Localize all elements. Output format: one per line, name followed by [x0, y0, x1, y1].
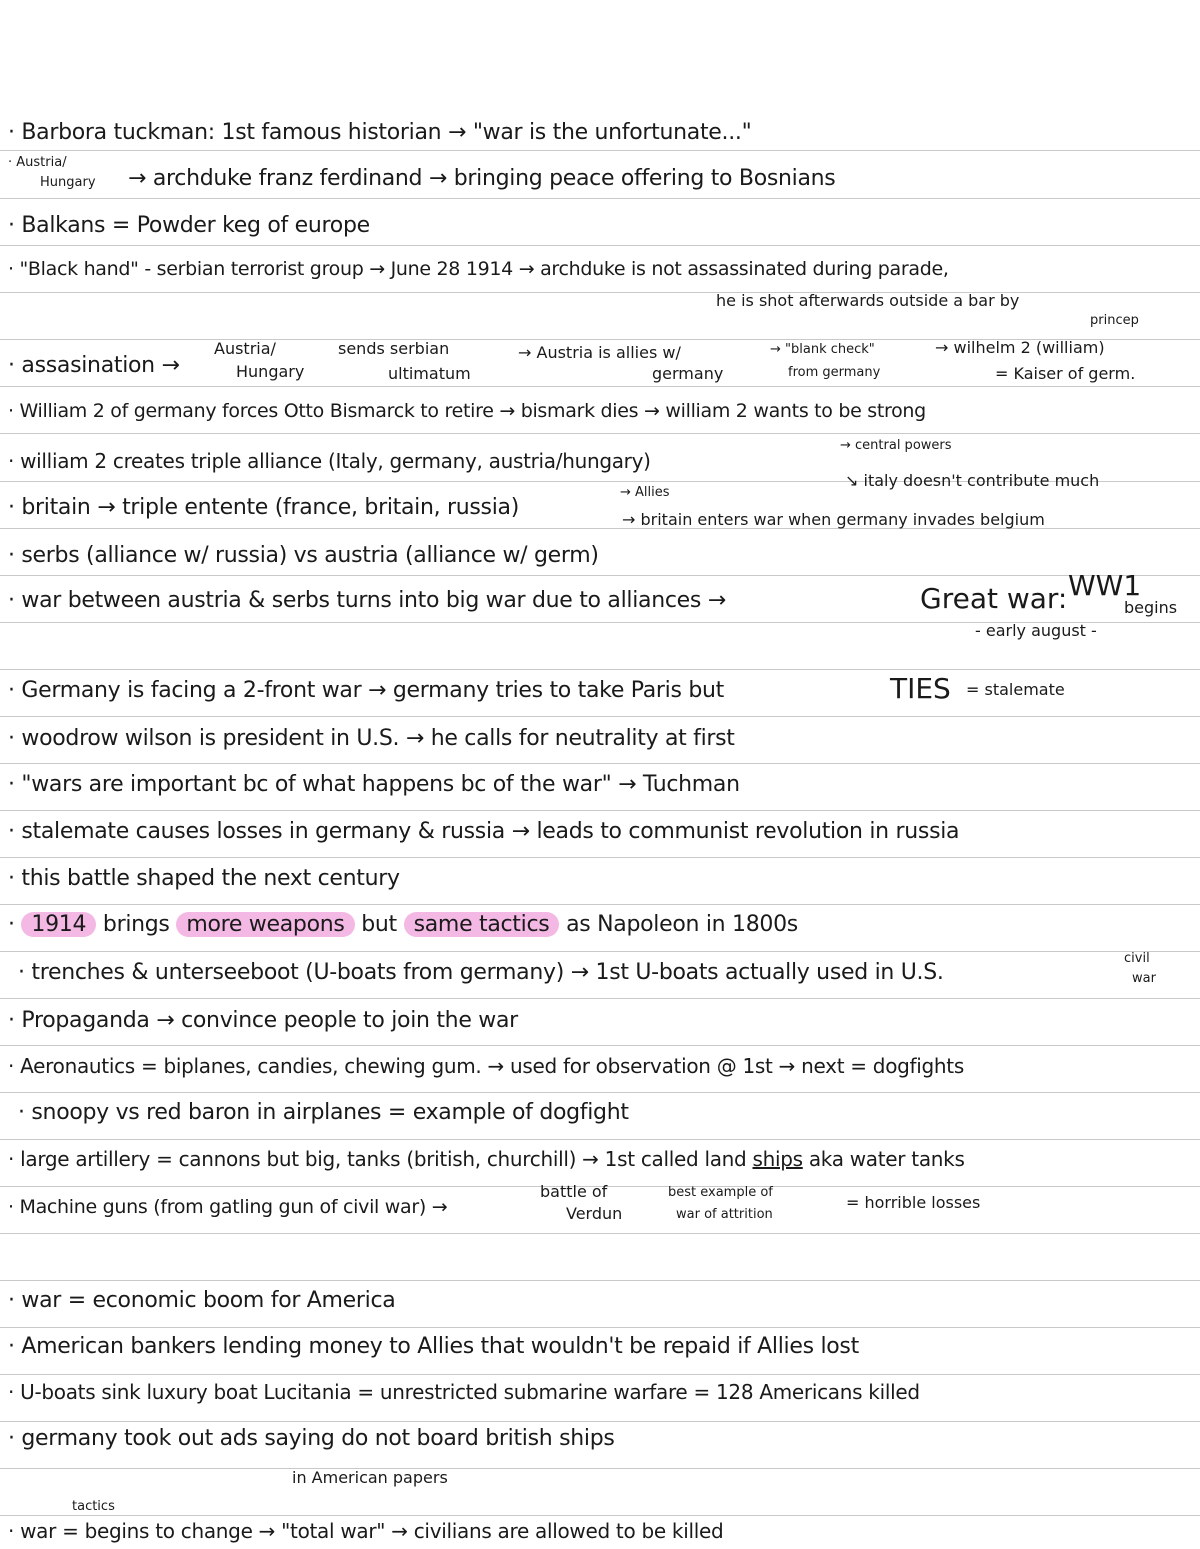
ruled-line: [0, 669, 1200, 670]
highlight: 1914: [21, 912, 96, 937]
ruled-line: [0, 245, 1200, 246]
note-fragment: he is shot afterwards outside a bar by: [716, 291, 1020, 310]
note-fragment: Austria/: [214, 339, 276, 358]
ruled-line: [0, 763, 1200, 764]
ruled-line: [0, 1374, 1200, 1375]
ruled-line: [0, 1327, 1200, 1328]
note-fragment: tactics: [72, 1499, 115, 1514]
highlight: same tactics: [404, 912, 560, 937]
ruled-line: [0, 150, 1200, 151]
note-line: · Machine guns (from gatling gun of civil war) →: [8, 1196, 448, 1218]
ruled-line: [0, 998, 1200, 999]
note-fragment: Hungary: [40, 175, 96, 190]
note-fragment: war: [1132, 971, 1156, 986]
note-line: · britain → triple entente (france, britain, russia): [8, 495, 519, 520]
note-line: · war = economic boom for America: [8, 1288, 396, 1313]
note-line: · germany took out ads saying do not board british ships: [8, 1426, 615, 1451]
ruled-line: [0, 904, 1200, 905]
note-fragment: → "blank check": [770, 342, 875, 357]
ruled-line: [0, 1139, 1200, 1140]
ruled-line: [0, 1515, 1200, 1516]
note-line: · Balkans = Powder keg of europe: [8, 213, 370, 238]
note-fragment: · large artillery = cannons but big, tanks (british, churchill) → 1st called land: [8, 1147, 747, 1171]
ruled-line: [0, 1468, 1200, 1469]
note-line: → archduke franz ferdinand → bringing peace offering to Bosnians: [128, 166, 836, 191]
note-line: · this battle shaped the next century: [8, 866, 400, 891]
bullet: ·: [8, 912, 15, 937]
note-fragment: battle of: [540, 1182, 608, 1201]
note-fragment: - early august -: [975, 621, 1097, 640]
note-fragment: ultimatum: [388, 364, 471, 383]
ruled-line: [0, 433, 1200, 434]
note-fragment: brings: [102, 912, 170, 937]
note-fragment: war of attrition: [676, 1207, 773, 1222]
note-line: · snoopy vs red baron in airplanes = example of dogfight: [18, 1100, 629, 1125]
note-line: · assasination →: [8, 353, 180, 378]
note-fragment: · Austria/: [8, 155, 67, 170]
note-line: · "wars are important bc of what happens bc of the war" → Tuchman: [8, 772, 740, 797]
highlight: more weapons: [176, 912, 354, 937]
ruled-line: [0, 1045, 1200, 1046]
note-line: · American bankers lending money to Allies that wouldn't be repaid if Allies lost: [8, 1334, 859, 1359]
ruled-line: [0, 292, 1200, 293]
note-line: · william 2 creates triple alliance (Italy, germany, austria/hungary): [8, 449, 651, 473]
ruled-line: [0, 1092, 1200, 1093]
note-line: · Barbora tuckman: 1st famous historian → "war is the unfortunate...": [8, 120, 752, 145]
note-fragment: → wilhelm 2 (william): [935, 338, 1105, 357]
note-fragment: best example of: [668, 1185, 773, 1200]
note-fragment: in American papers: [292, 1468, 448, 1487]
note-line: · war = begins to change → "total war" → civilians are allowed to be killed: [8, 1519, 724, 1543]
note-line: · Propaganda → convince people to join the war: [8, 1008, 518, 1033]
note-line: · stalemate causes losses in germany & russia → leads to communist revolution in russia: [8, 819, 960, 844]
note-fragment: germany: [652, 364, 724, 383]
note-fragment: = horrible losses: [846, 1193, 981, 1212]
ruled-line: [0, 857, 1200, 858]
note-fragment: from germany: [788, 365, 881, 380]
note-fragment: WW1: [1068, 569, 1142, 602]
ruled-line: [0, 810, 1200, 811]
note-fragment: = Kaiser of germ.: [995, 364, 1136, 383]
note-fragment: Great war:: [920, 582, 1068, 615]
note-line: · William 2 of germany forces Otto Bismarck to retire → bismark dies → william 2 wants to be strong: [8, 400, 926, 422]
ruled-line: [0, 1233, 1200, 1234]
ruled-line: [0, 1280, 1200, 1281]
note-fragment: → Allies: [620, 485, 670, 500]
underlined-word: ships: [752, 1147, 803, 1171]
note-line: · U-boats sink luxury boat Lucitania = unrestricted submarine warfare = 128 Americans killed: [8, 1380, 920, 1404]
ruled-line: [0, 1421, 1200, 1422]
note-fragment: civil: [1124, 951, 1150, 966]
note-fragment: begins: [1124, 598, 1178, 617]
note-fragment: aka water tanks: [808, 1147, 965, 1171]
note-fragment: as Napoleon in 1800s: [566, 912, 798, 937]
note-fragment: sends serbian: [338, 339, 450, 358]
note-fragment: princep: [1090, 313, 1139, 328]
ruled-line: [0, 575, 1200, 576]
note-line: · serbs (alliance w/ russia) vs austria (alliance w/ germ): [8, 543, 599, 568]
note-line: · Aeronautics = biplanes, candies, chewing gum. → used for observation @ 1st → next = dogfights: [8, 1054, 964, 1078]
note-fragment: → britain enters war when germany invades belgium: [622, 510, 1045, 529]
note-line: · war between austria & serbs turns into big war due to alliances →: [8, 588, 726, 613]
note-fragment: = stalemate: [966, 680, 1065, 699]
note-fragment: TIES: [890, 672, 951, 705]
ruled-line: [0, 198, 1200, 199]
note-line: [8, 914, 798, 936]
note-fragment: → Austria is allies w/: [518, 343, 681, 362]
note-line: · Germany is facing a 2-front war → germany tries to take Paris but: [8, 678, 724, 703]
note-line: · woodrow wilson is president in U.S. → he calls for neutrality at first: [8, 726, 735, 751]
note-line: · "Black hand" - serbian terrorist group → June 28 1914 → archduke is not assassinated during parade,: [8, 258, 949, 280]
note-fragment: but: [361, 912, 397, 937]
note-line: [8, 1149, 965, 1169]
ruled-line: [0, 386, 1200, 387]
ruled-line: [0, 951, 1200, 952]
note-line: · trenches & unterseeboot (U-boats from germany) → 1st U-boats actually used in U.S.: [18, 960, 944, 985]
note-fragment: → central powers: [840, 438, 952, 453]
ruled-line: [0, 716, 1200, 717]
note-fragment: ↘ italy doesn't contribute much: [845, 471, 1100, 490]
note-fragment: Hungary: [236, 362, 305, 381]
note-fragment: Verdun: [566, 1204, 623, 1223]
